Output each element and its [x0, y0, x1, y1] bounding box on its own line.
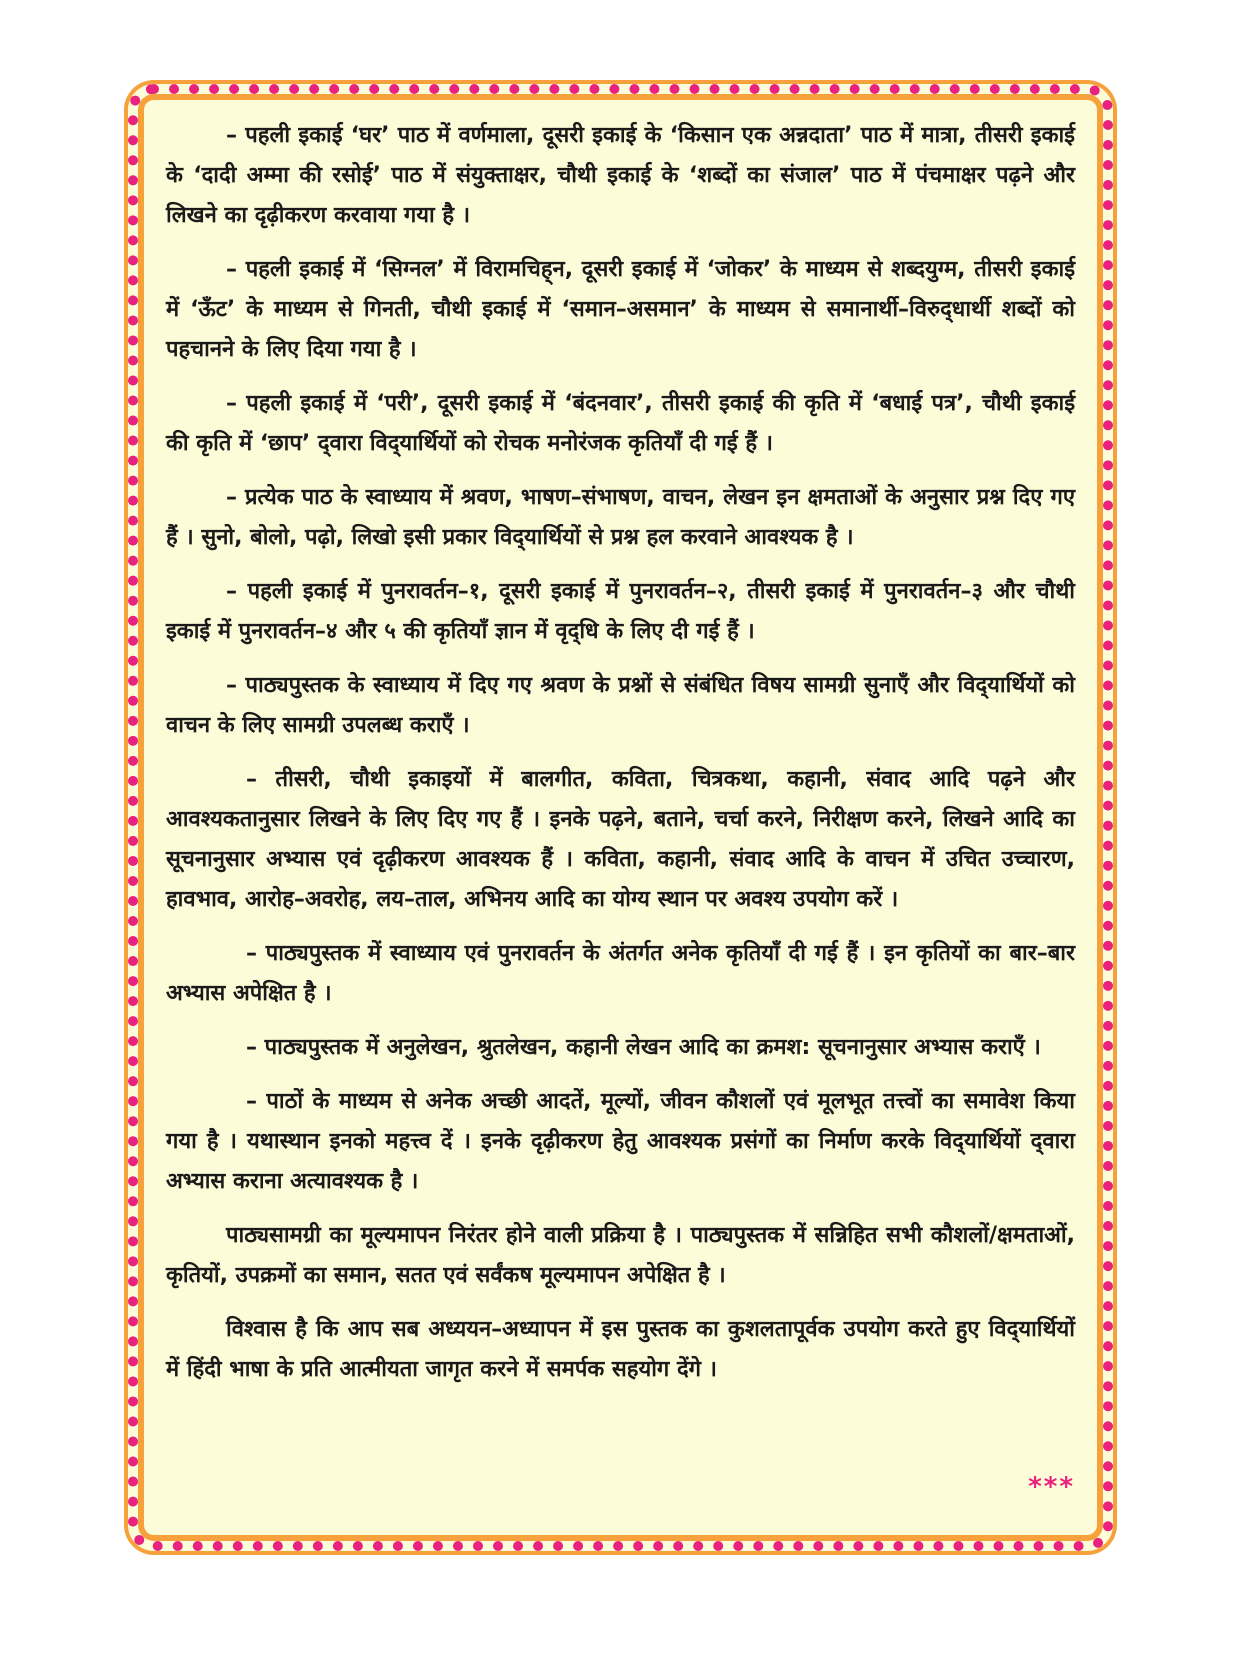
instruction-text-block: [166, 116, 1075, 1521]
paragraph-punctuation: – पहली इकाई में ‘सिग्नल’ में विरामचिह्‌न, दूसरी इकाई में ‘जोकर’ के माध्यम से शब्दयुग्म, तीसरी इकाई में ‘ऊँट’ के माध्यम से गिनती, चौथी इकाई में ‘समान–असमान’ के माध्यम से समानार्थी–विरुद्‌धार्थी शब्दों को पहचानने के लिए दिया गया है ।: [166, 257, 1075, 362]
paragraph-listening: – पाठ्यपुस्तक के स्वाध्याय में दिए गए श्रवण के प्रश्नों से संबंधित विषय सामग्री सुनाएँ और विद्‌यार्थियों को वाचन के लिए सामग्री उपलब्ध कराएँ ।: [166, 673, 1075, 738]
paragraph-activities: – पहली इकाई में ‘परी’, दूसरी इकाई में ‘बंदनवार’, तीसरी इकाई की कृति में ‘बधाई पत्र’, चौथी इकाई की कृति में ‘छाप’ द्‌वारा विद्‌यार्थियों को रोचक मनोरंजक कृतियाँ दी गई हैं ।: [166, 391, 1075, 456]
end-mark-stars: ***: [1028, 1472, 1075, 1502]
paragraph-practice: – पाठ्यपुस्तक में स्वाध्याय एवं पुनरावर्तन के अंतर्गत अनेक कृतियाँ दी गई हैं । इन कृतियों का बार–बार अभ्यास अपेक्षित है ।: [166, 941, 1075, 1006]
paragraph-skills: – प्रत्येक पाठ के स्वाध्याय में श्रवण, भाषण–संभाषण, वाचन, लेखन इन क्षमताओं के अनुसार प्रश्न दिए गए हैं । सुनो, बोलो, पढ़ो, लिखो इसी प्रकार विद्‌यार्थियों से प्रश्न हल करवाने आवश्यक है ।: [166, 485, 1075, 550]
paragraph-letters: – पहली इकाई ‘घर’ पाठ में वर्णमाला, दूसरी इकाई के ‘किसान एक अन्नदाता’ पाठ में मात्रा, तीसरी इकाई के ‘दादी अम्मा की रसोई’ पाठ में संयुक्ताक्षर, चौथी इकाई के ‘शब्दों का संजाल’ पाठ में पंचमाक्षर पढ़ने और लिखने का दृढ़ीकरण करवाया गया है ।: [166, 123, 1075, 228]
paragraph-closing: विश्वास है कि आप सब अध्ययन–अध्यापन में इस पुस्तक का कुशलतापूर्वक उपयोग करते हुए विद्‌यार्थियों में हिंदी भाषा के प्रति आत्मीयता जागृत करने में समर्पक सहयोग देंगे ।: [166, 1317, 1075, 1382]
bordered-text-panel: [128, 84, 1113, 1551]
paragraph-revision: – पहली इकाई में पुनरावर्तन–१, दूसरी इकाई में पुनरावर्तन–२, तीसरी इकाई में पुनरावर्तन–३ और चौथी इकाई में पुनरावर्तन–४ और ५ की कृतियाँ ज्ञान में वृद्‌धि के लिए दी गई हैं ।: [166, 579, 1075, 644]
paragraph-evaluation: पाठ्यसामग्री का मूल्यमापन निरंतर होने वाली प्रक्रिया है । पाठ्यपुस्तक में सन्निहित सभी कौशलों/क्षमताओं, कृतियों, उपक्रमों का समान, सतत एवं सर्वंकष मूल्यमापन अपेक्षित है ।: [166, 1223, 1075, 1288]
paragraph-dictation: – पाठ्यपुस्तक में अनुलेखन, श्रुतलेखन, कहानी लेखन आदि का क्रमश: सूचनानुसार अभ्यास कराएँ ।: [246, 1035, 1041, 1060]
paragraph-rhymes-stories: – तीसरी, चौथी इकाइयों में बालगीत, कविता, चित्रकथा, कहानी, संवाद आदि पढ़ने और आवश्यकतानुसार लिखने के लिए दिए गए हैं । इनके पढ़ने, बताने, चर्चा करने, निरीक्षण करने, लिखने आदि का सूचनानुसार अभ्यास एवं दृढ़ीकरण आवश्यक हैं । कविता, कहानी, संवाद आदि के वाचन में उचित उच्चारण, हावभाव, आरोह–अवरोह, लय–ताल, अभिनय आदि का योग्य स्थान पर अवश्य उपयोग करें ।: [166, 767, 1075, 912]
paragraph-values: – पाठों के माध्यम से अनेक अच्छी आदतें, मूल्यों, जीवन कौशलों एवं मूलभूत तत्त्वों का समावेश किया गया है । यथास्थान इनको महत्त्व दें । इनके दृढ़ीकरण हेतु आवश्यक प्रसंगों का निर्माण करके विद्‌यार्थियों द्‌वारा अभ्यास कराना अत्यावश्यक है ।: [166, 1089, 1075, 1194]
